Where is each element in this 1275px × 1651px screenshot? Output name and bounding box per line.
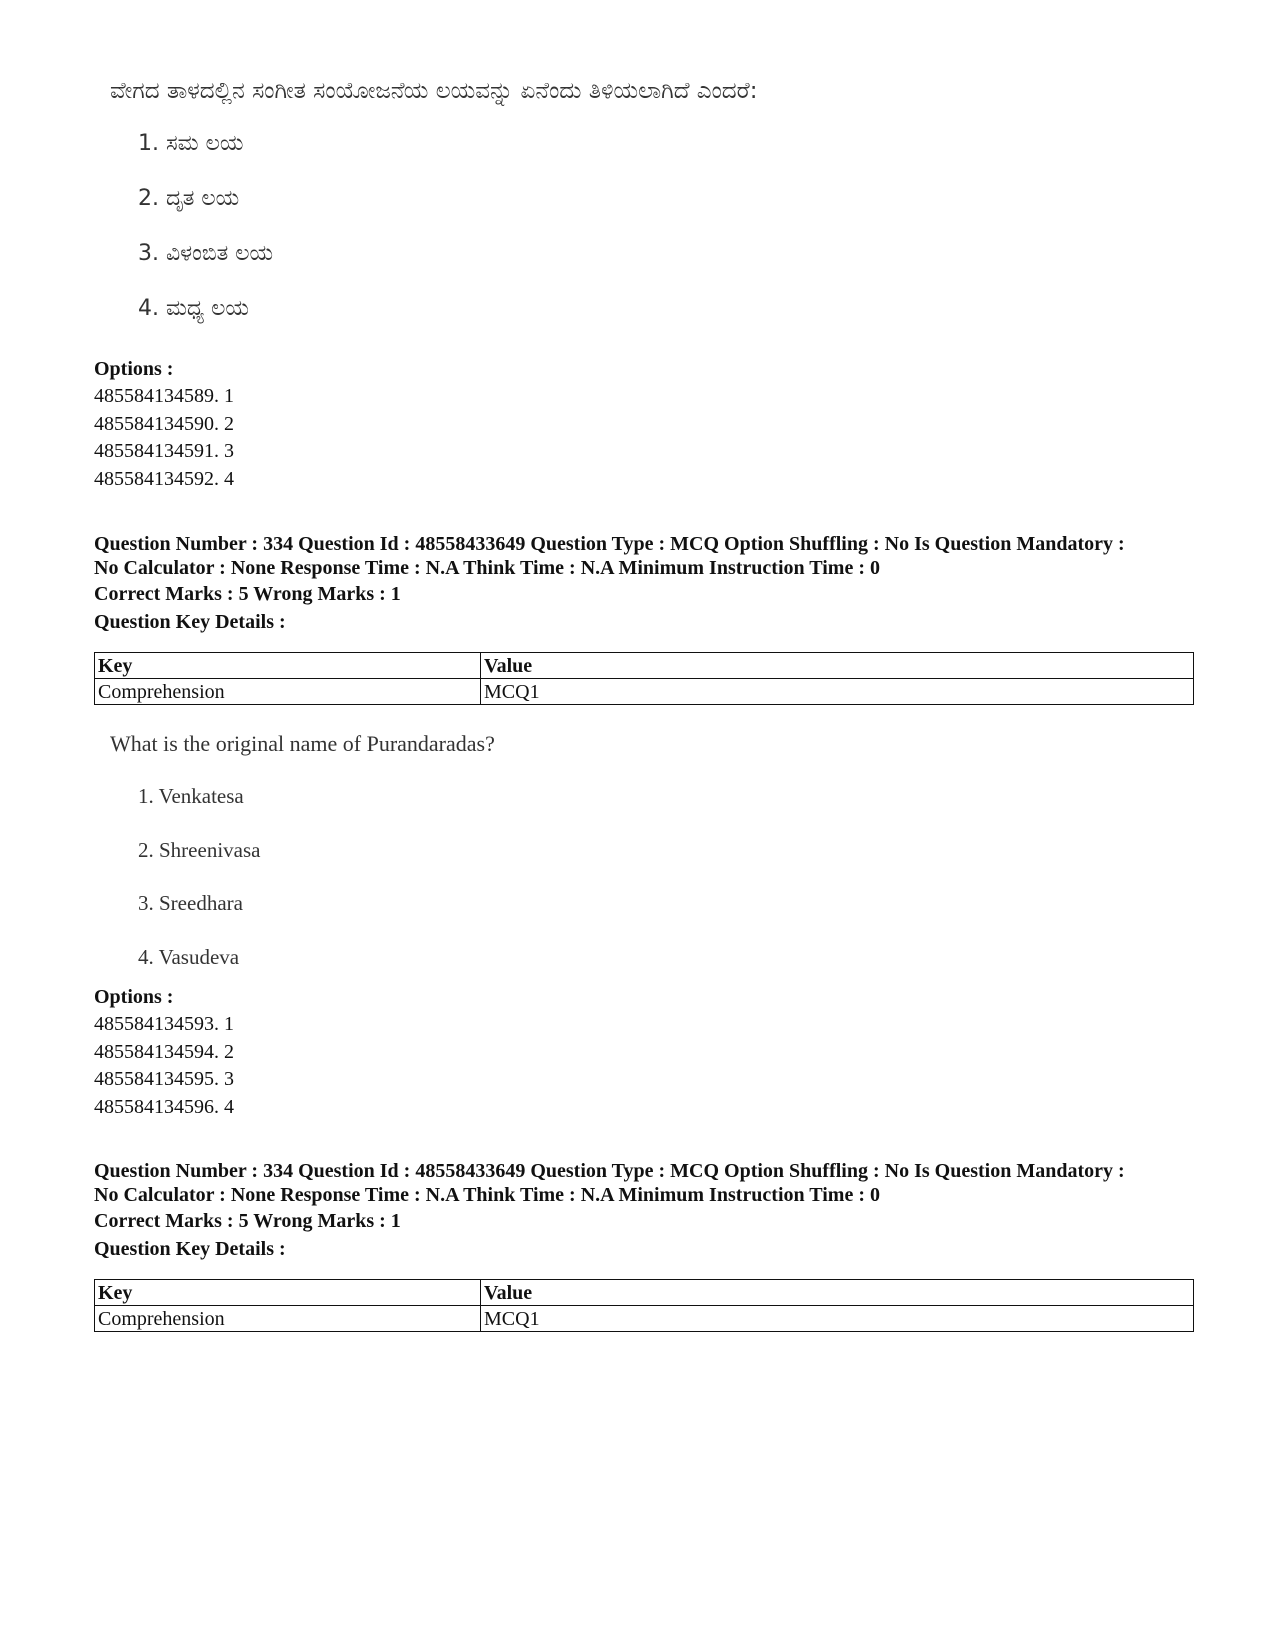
question-meta-3 (94, 1159, 1194, 1263)
option-item: 485584134592. 4 (94, 467, 234, 490)
table-cell: Comprehension (95, 1306, 481, 1332)
question-meta-line: Question Number : 334 Question Id : 48558433649 Question Type : MCQ Option Shuffling : No Is Question Mandatory : (94, 1160, 1125, 1182)
question-choices-english (94, 784, 1238, 998)
question-choices-kannada (94, 131, 1238, 351)
key-details-label: Question Key Details : (94, 611, 286, 633)
table-row (95, 679, 1194, 705)
choice-item: 2. Shreenivasa (138, 837, 261, 862)
question-stem-english: What is the original name of Purandaradas? (110, 731, 495, 756)
choice-item: 2. ದೃತ ಲಯ (138, 186, 240, 211)
question-meta-line: Question Number : 334 Question Id : 48558433649 Question Type : MCQ Option Shuffling : No Is Question Mandatory : (94, 533, 1125, 555)
question-stem-kannada: ವೇಗದ ತಾಳದಲ್ಲಿನ ಸಂಗೀತ ಸಂಯೋಜನೆಯ ಲಯವನ್ನು ಏನೆಂದು ತಿಳಿಯಲಾಗಿದೆ ಎಂದರೆ: (110, 78, 758, 104)
key-details-label: Question Key Details : (94, 1238, 286, 1260)
choice-item: 3. Sreedhara (138, 891, 243, 915)
table-header: Key (95, 1280, 481, 1306)
options-section-2 (94, 984, 1194, 1121)
marks-line: Correct Marks : 5 Wrong Marks : 1 (94, 583, 401, 605)
option-item: 485584134594. 2 (94, 1040, 234, 1063)
key-table-2 (94, 652, 1194, 705)
question-meta-2 (94, 532, 1194, 636)
option-item: 485584134595. 3 (94, 1068, 234, 1090)
options-label: Options : (94, 986, 174, 1008)
table-header-row (95, 1280, 1194, 1306)
table-row (95, 1306, 1194, 1332)
choice-item: 3. ವಿಳಂಬಿತ ಲಯ (138, 241, 274, 266)
choice-item: 4. ಮಧ್ಯ ಲಯ (138, 296, 249, 321)
key-table-3 (94, 1279, 1194, 1332)
options-section-1 (94, 356, 1194, 493)
choice-item: 4. Vasudeva (138, 944, 240, 969)
option-item: 485584134591. 3 (94, 440, 234, 462)
question-meta-line: No Calculator : None Response Time : N.A Think Time : N.A Minimum Instruction Time : 0 (94, 1184, 880, 1206)
table-header: Key (95, 653, 481, 679)
table-header-row (95, 653, 1194, 679)
options-list (94, 1011, 1194, 1121)
question-meta-line: No Calculator : None Response Time : N.A Think Time : N.A Minimum Instruction Time : 0 (94, 557, 880, 579)
choice-item: 1. Venkatesa (138, 784, 244, 808)
option-item: 485584134590. 2 (94, 412, 234, 435)
table-cell: Comprehension (95, 679, 481, 705)
table-header: Value (481, 653, 1194, 679)
option-item: 485584134593. 1 (94, 1013, 234, 1035)
option-item: 485584134596. 4 (94, 1095, 234, 1118)
marks-line: Correct Marks : 5 Wrong Marks : 1 (94, 1210, 401, 1232)
options-label: Options : (94, 358, 174, 380)
option-item: 485584134589. 1 (94, 385, 234, 407)
table-cell: MCQ1 (481, 679, 1194, 705)
options-list (94, 383, 1194, 493)
table-cell: MCQ1 (481, 1306, 1194, 1332)
table-header: Value (481, 1280, 1194, 1306)
choice-item: 1. ಸಮ ಲಯ (138, 131, 244, 156)
